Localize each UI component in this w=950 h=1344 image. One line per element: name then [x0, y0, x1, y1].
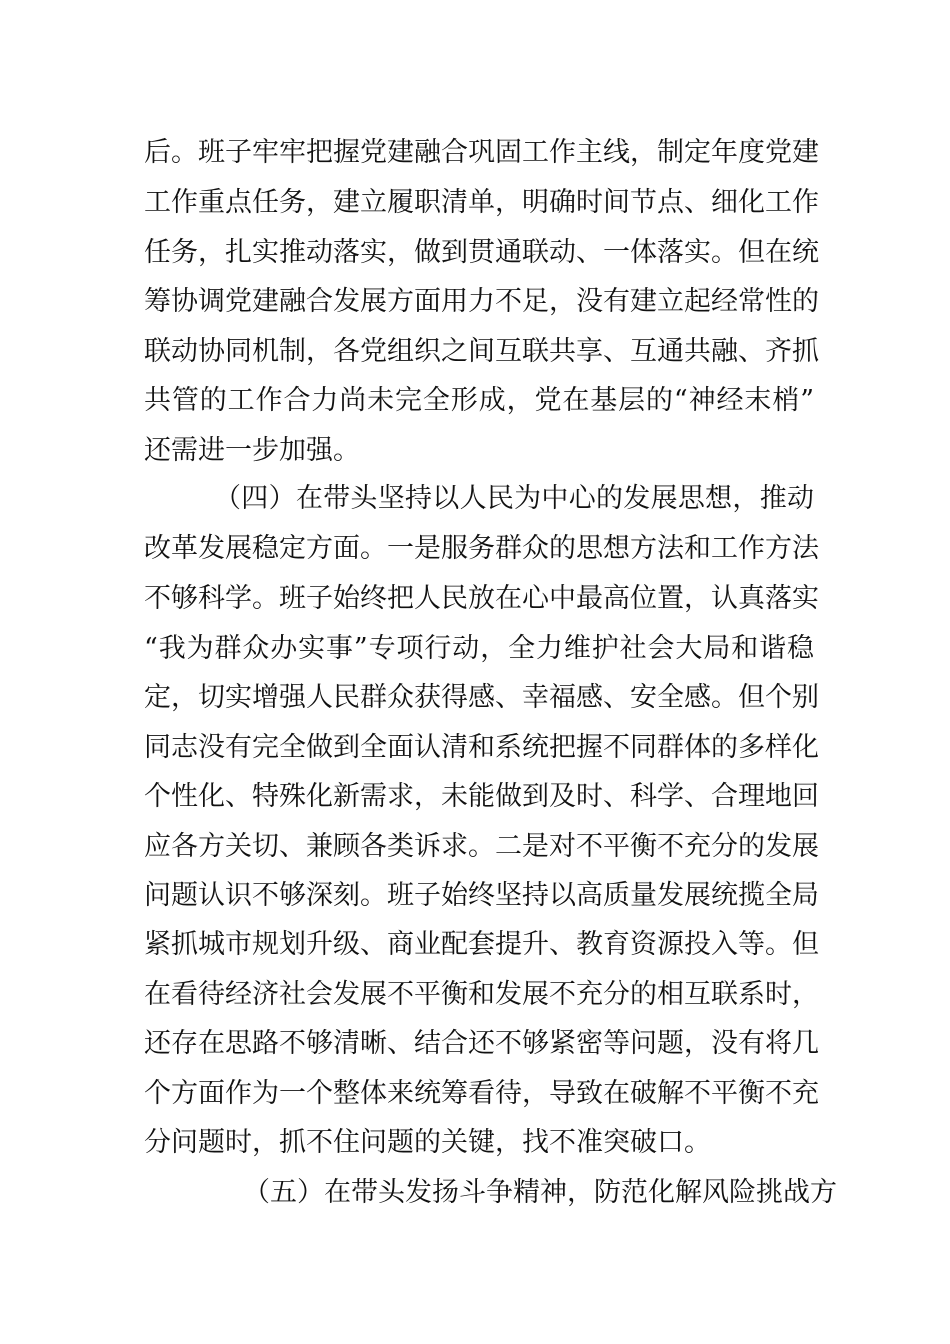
text-line: 个方面作为一个整体来统筹看待，导致在破解不平衡不充: [144, 1078, 819, 1109]
text-line: “我为群众办实事”专项行动，全力维护社会大局和谐稳: [144, 633, 814, 664]
section-heading-4: （四）在带头坚持以人民为中心的发展思想，推动: [214, 483, 814, 514]
text-line: 还存在思路不够清晰、结合还不够紧密等问题，没有将几: [144, 1028, 819, 1059]
text-line: 还需进一步加强。: [144, 435, 360, 466]
text-line: 分问题时，抓不住问题的关键，找不准突破口。: [144, 1127, 711, 1158]
text-line: 定，切实增强人民群众获得感、幸福感、安全感。但个别: [144, 682, 819, 713]
text-line: 联动协同机制，各党组织之间互联共享、互通共融、齐抓: [144, 336, 819, 367]
text-line: 应各方关切、兼顾各类诉求。二是对不平衡不充分的发展: [144, 831, 819, 862]
text-line: 共管的工作合力尚未完全形成，党在基层的“神经末梢”: [144, 385, 814, 416]
text-line: 后。班子牢牢把握党建融合巩固工作主线，制定年度党建: [144, 137, 819, 168]
text-line: 在看待经济社会发展不平衡和发展不充分的相互联系时，: [144, 979, 819, 1010]
text-line: 紧抓城市规划升级、商业配套提升、教育资源投入等。但: [144, 929, 819, 960]
section-heading-5: （五）在带头发扬斗争精神，防范化解风险挑战方: [243, 1177, 837, 1208]
text-line: 改革发展稳定方面。一是服务群众的思想方法和工作方法: [144, 533, 819, 564]
text-line: 工作重点任务，建立履职清单，明确时间节点、细化工作: [144, 187, 819, 218]
text-line: 任务，扎实推动落实，做到贯通联动、一体落实。但在统: [144, 237, 819, 268]
text-line: 问题认识不够深刻。班子始终坚持以高质量发展统揽全局: [144, 880, 819, 911]
text-line: 个性化、特殊化新需求，未能做到及时、科学、合理地回: [144, 781, 819, 812]
text-line: 同志没有完全做到全面认清和系统把握不同群体的多样化: [144, 732, 819, 763]
text-line: 不够科学。班子始终把人民放在心中最高位置，认真落实: [144, 583, 819, 614]
text-line: 筹协调党建融合发展方面用力不足，没有建立起经常性的: [144, 286, 819, 317]
